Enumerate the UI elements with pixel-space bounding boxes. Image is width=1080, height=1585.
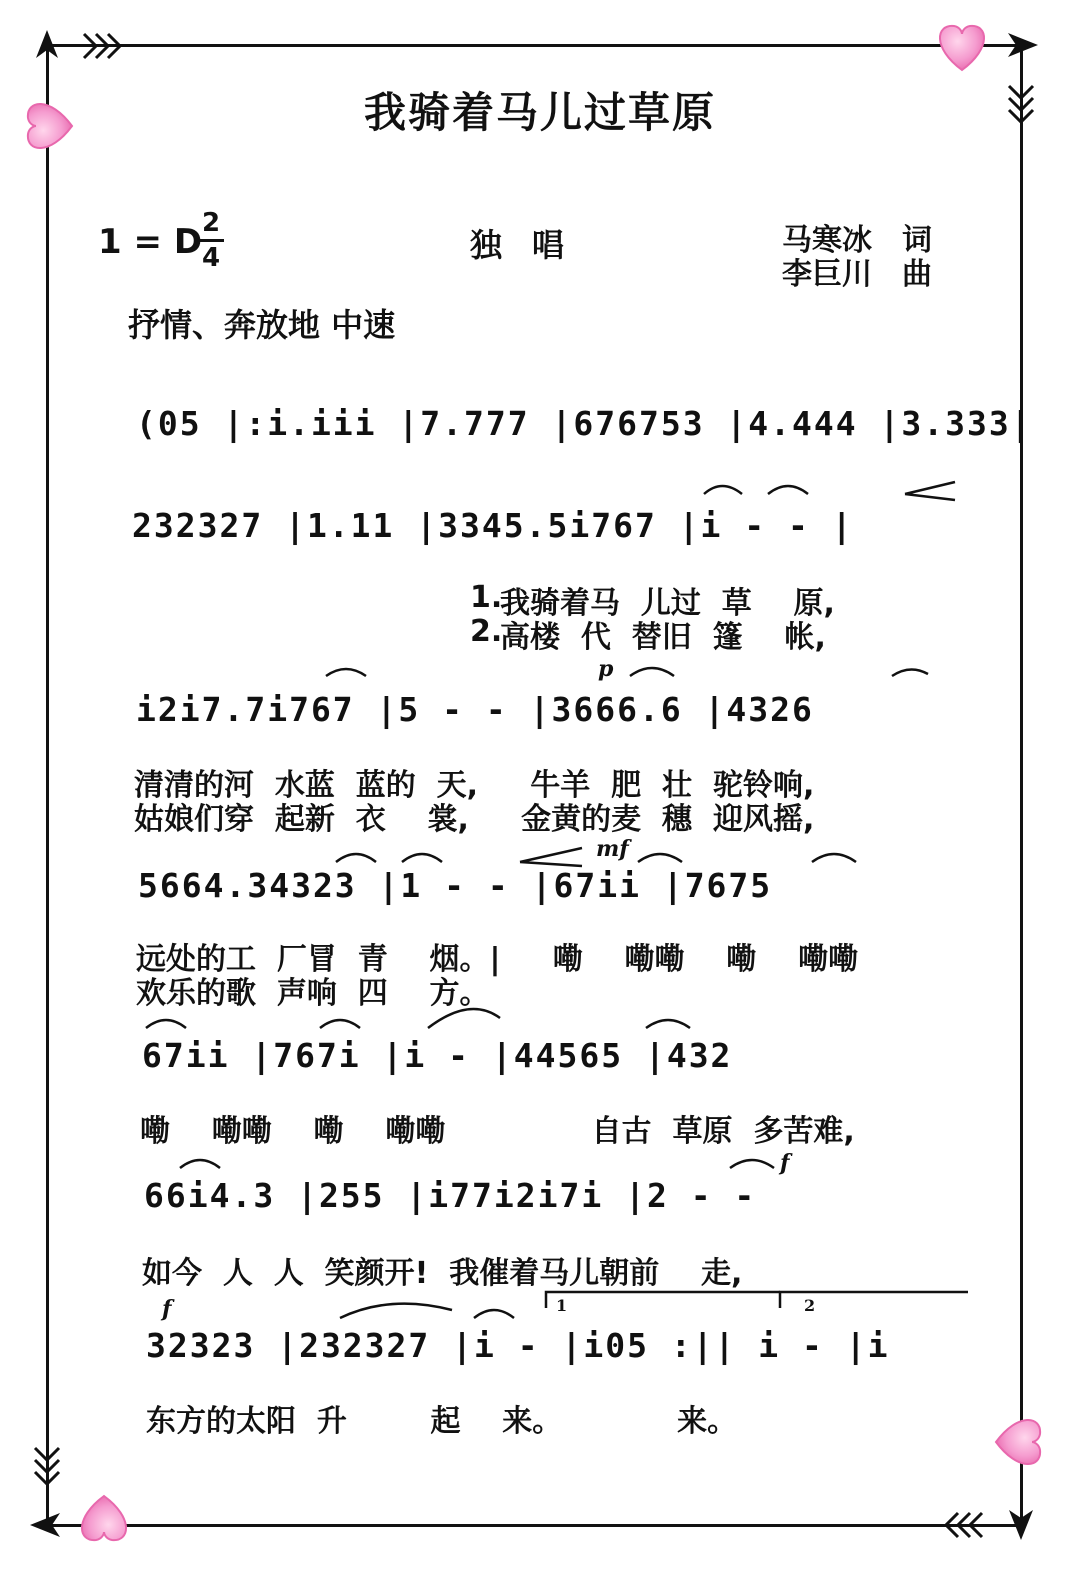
lyricist-name: 马寒冰 [782,223,872,258]
dynamic-f: f [162,1296,172,1322]
chevrons-left-icon [35,1448,59,1484]
chevrons-top-icon [84,34,120,58]
notation-row-7: 32323 |232327 |i - |i05 :|| i - |i [146,1326,890,1365]
time-signature-bottom: 4 [201,243,221,273]
performance-type: 独唱 [470,226,595,264]
notation-row-2: 232327 |1.11 |3345.5i767 |i - - | [132,506,854,545]
key-signature: 1 = D [98,222,203,262]
dynamic-p: p [598,656,614,682]
lyric-line-1-verse-2: 高楼 代 替旧 篷 帐, [500,620,826,655]
time-signature-top: 2 [201,208,221,238]
volta-first-label: 1 [556,1296,568,1315]
composer-name: 李巨川 [782,257,872,292]
notation-row-5: 67ii |767i |i - |44565 |432 [142,1036,733,1075]
lyricist-credit [782,224,932,258]
time-signature [198,208,224,273]
lyric-line-2-verse-1: 清清的河 水蓝 蓝的 天, 牛羊 肥 壮 驼铃响, [134,768,815,803]
lyric-line-5: 如今 人 人 笑颜开! 我催着马儿朝前 走, [142,1256,743,1291]
song-title: 我骑着马儿过草原 [363,88,716,137]
composer-role: 曲 [902,257,932,292]
credits [782,224,932,292]
heart-icon [996,1420,1040,1464]
notation-row-6: 66i4.3 |255 |i77i2i7i |2 - - [144,1176,757,1215]
lyric-line-6: 东方的太阳 升 起 来。 来。 [146,1404,738,1439]
lyric-line-1-verse-1: 我骑着马 儿过 草 原, [500,586,835,621]
heart-icon [940,26,984,70]
arrow-right-icon [1008,33,1038,57]
lyric-line-3-verse-2: 欢乐的歌 声响 四 方。 [136,976,490,1011]
tempo-marking: 抒情、奔放地 中速 [128,306,396,344]
dynamic-mf: mf [596,836,629,862]
arrow-left-icon [30,1513,60,1537]
arrow-up-icon [36,30,58,58]
verse-number-1: 1. [470,580,503,615]
notation-row-4: 5664.34323 |1 - - |67ii |7675 [138,866,773,905]
verse-number-2: 2. [470,614,503,649]
notation-row-1: (05 |:i.iii |7.777 |676753 |4.444 |3.333| [136,404,1033,443]
lyric-line-4: 嘞 嘞嘞 嘞 嘞嘞 自古 草原 多苦难, [140,1114,855,1149]
volta-second-label: 2 [804,1296,816,1315]
arrow-down-icon [1009,1510,1033,1540]
lyricist-role: 词 [902,223,932,258]
notation-row-3: i2i7.7i767 |5 - - |3666.6 |4326 [136,690,814,729]
composer-credit [782,258,932,292]
dynamic-f: f [780,1150,790,1176]
heart-icon [82,1496,126,1540]
lyric-line-3-verse-1: 远处的工 厂冒 青 烟。| 嘞 嘞嘞 嘞 嘞嘞 [136,942,859,977]
lyric-line-2-verse-2: 姑娘们穿 起新 衣 裳, 金黄的麦 穗 迎风摇, [134,802,815,837]
chevrons-bottom-icon [946,1513,982,1537]
